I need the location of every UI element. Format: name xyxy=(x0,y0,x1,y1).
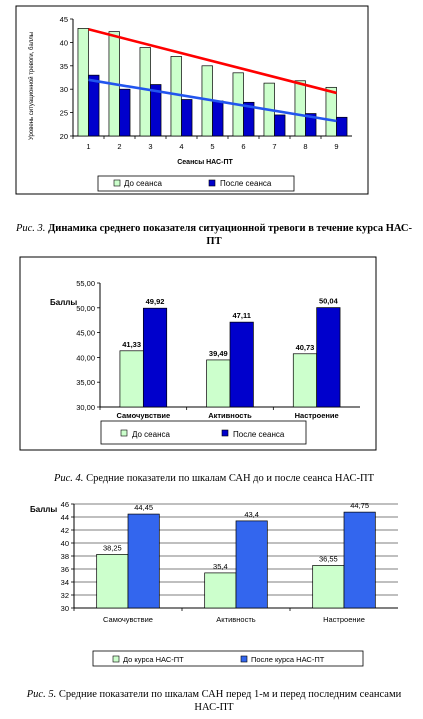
bar xyxy=(97,554,128,608)
legend-label-before: До курса НАС-ПТ xyxy=(123,655,184,664)
legend xyxy=(101,421,306,444)
data-label: 41,33 xyxy=(122,339,142,349)
caption-text: Динамика среднего показателя ситуационной тревоги в течение курса НАС-ПТ xyxy=(48,223,413,247)
legend-swatch-before xyxy=(113,656,119,662)
figure-3 xyxy=(0,0,423,200)
legend-swatch-after xyxy=(241,656,247,662)
caption-label: Рис. 3. xyxy=(15,223,46,234)
y-tick-label: 38 xyxy=(60,552,69,561)
x-tick-label: 9 xyxy=(334,142,339,151)
x-tick-label: Самочувствие xyxy=(116,411,171,420)
x-tick-label: 8 xyxy=(303,142,308,151)
data-label: 35,4 xyxy=(213,561,228,571)
x-tick-label: 1 xyxy=(86,142,91,151)
data-label: 49,92 xyxy=(145,297,165,307)
data-label: 40,73 xyxy=(295,342,315,352)
y-tick-label: 35 xyxy=(59,61,68,71)
y-tick-label: 36 xyxy=(60,565,69,574)
x-tick-label: 4 xyxy=(179,142,184,151)
y-tick-label: 25 xyxy=(59,108,68,118)
y-tick-label: 45,00 xyxy=(76,328,95,338)
caption-label: Рис. 4. xyxy=(53,473,84,484)
y-tick-label: 40,00 xyxy=(76,353,95,363)
san-course-chart xyxy=(0,492,423,677)
legend xyxy=(93,651,363,666)
bar xyxy=(128,514,159,608)
y-tick-label: 30 xyxy=(59,85,68,95)
y-tick-label: 30 xyxy=(60,604,69,613)
y-tick-label: 50,00 xyxy=(76,303,95,313)
y-tick-label: 34 xyxy=(60,578,69,587)
y-tick-label: 46 xyxy=(60,500,69,509)
y-tick-label: 40 xyxy=(60,539,69,548)
legend-label-after: После сеанса xyxy=(220,179,272,188)
bar xyxy=(89,75,100,136)
y-tick-label: 20 xyxy=(59,132,68,141)
bar xyxy=(143,308,166,407)
y-tick-label: 40 xyxy=(59,38,68,48)
legend-label-before: До сеанса xyxy=(124,179,162,188)
bar xyxy=(205,573,236,608)
caption-text: Средние показатели по шкалам САН перед 1-м и перед последним сеансами НАС-ПТ xyxy=(58,689,402,713)
legend xyxy=(98,176,294,191)
legend-swatch-before xyxy=(121,430,127,436)
data-label: 44,75 xyxy=(350,501,370,511)
data-label: 47,11 xyxy=(232,311,251,321)
legend-swatch-after xyxy=(209,180,215,186)
bar xyxy=(230,322,253,407)
caption-text: Средние показатели по шкалам САН до и после сеанса НАС-ПТ xyxy=(86,473,375,484)
y-tick-label: 35,00 xyxy=(76,378,95,388)
bar xyxy=(236,521,267,608)
bar xyxy=(213,101,224,136)
data-label: 43,4 xyxy=(244,509,259,519)
legend-label-before: До сеанса xyxy=(132,430,170,439)
bar xyxy=(313,565,344,608)
caption-fig-4 xyxy=(14,472,414,485)
x-tick-label: Настроение xyxy=(294,411,339,420)
bar xyxy=(317,308,340,407)
x-tick-label: 5 xyxy=(210,142,215,151)
y-tick-label: 30,00 xyxy=(76,403,95,412)
y-tick-label: 32 xyxy=(60,591,69,600)
caption-label: Рис. 5. xyxy=(26,689,57,700)
legend-label-after: После курса НАС-ПТ xyxy=(251,655,325,664)
figure-4 xyxy=(0,255,423,455)
caption-fig-3 xyxy=(14,222,414,248)
bar xyxy=(326,87,337,136)
y-tick-label: 45 xyxy=(59,15,68,24)
bar xyxy=(275,115,286,136)
y-tick-label: 42 xyxy=(60,526,69,535)
y-axis-label xyxy=(28,32,35,140)
y-axis-label: Баллы xyxy=(50,298,78,307)
legend-swatch-before xyxy=(114,180,120,186)
y-tick-label: 55,00 xyxy=(76,279,95,288)
bar xyxy=(295,81,306,136)
caption-fig-5 xyxy=(14,688,414,714)
bar xyxy=(344,512,375,608)
svg-text:Уровень ситуационной тревоги,: Уровень ситуационной тревоги, баллы xyxy=(29,31,35,141)
data-label: 44,45 xyxy=(134,503,154,513)
data-label: 38,25 xyxy=(102,543,122,553)
bar xyxy=(293,354,316,407)
x-tick-label: Активность xyxy=(216,615,256,624)
x-tick-label: 7 xyxy=(272,142,277,151)
x-tick-label: 3 xyxy=(148,142,153,151)
x-tick-label: Самочувствие xyxy=(103,615,153,624)
x-tick-label: Активность xyxy=(208,411,252,420)
bar xyxy=(207,360,230,407)
data-label: 36,55 xyxy=(318,554,338,564)
legend-swatch-after xyxy=(222,430,228,436)
bar xyxy=(337,117,348,136)
bar xyxy=(182,99,193,136)
data-label: 39,49 xyxy=(208,348,228,358)
bar xyxy=(120,351,143,407)
data-label: 50,04 xyxy=(318,296,338,306)
y-tick-label: 44 xyxy=(60,513,69,522)
anxiety-dynamics-chart xyxy=(0,0,423,200)
bar xyxy=(140,48,151,136)
x-tick-label: 6 xyxy=(241,142,246,151)
san-before-after-session-chart xyxy=(0,255,423,455)
x-tick-label: 2 xyxy=(117,142,122,151)
bar xyxy=(120,89,131,136)
x-axis-label: Сеансы НАС-ПТ xyxy=(177,159,233,166)
figure-5 xyxy=(0,492,423,677)
bar xyxy=(78,28,89,136)
x-tick-label: Настроение xyxy=(323,615,365,624)
legend-label-after: После сеанса xyxy=(233,430,285,439)
y-axis-label: Баллы xyxy=(30,505,58,514)
